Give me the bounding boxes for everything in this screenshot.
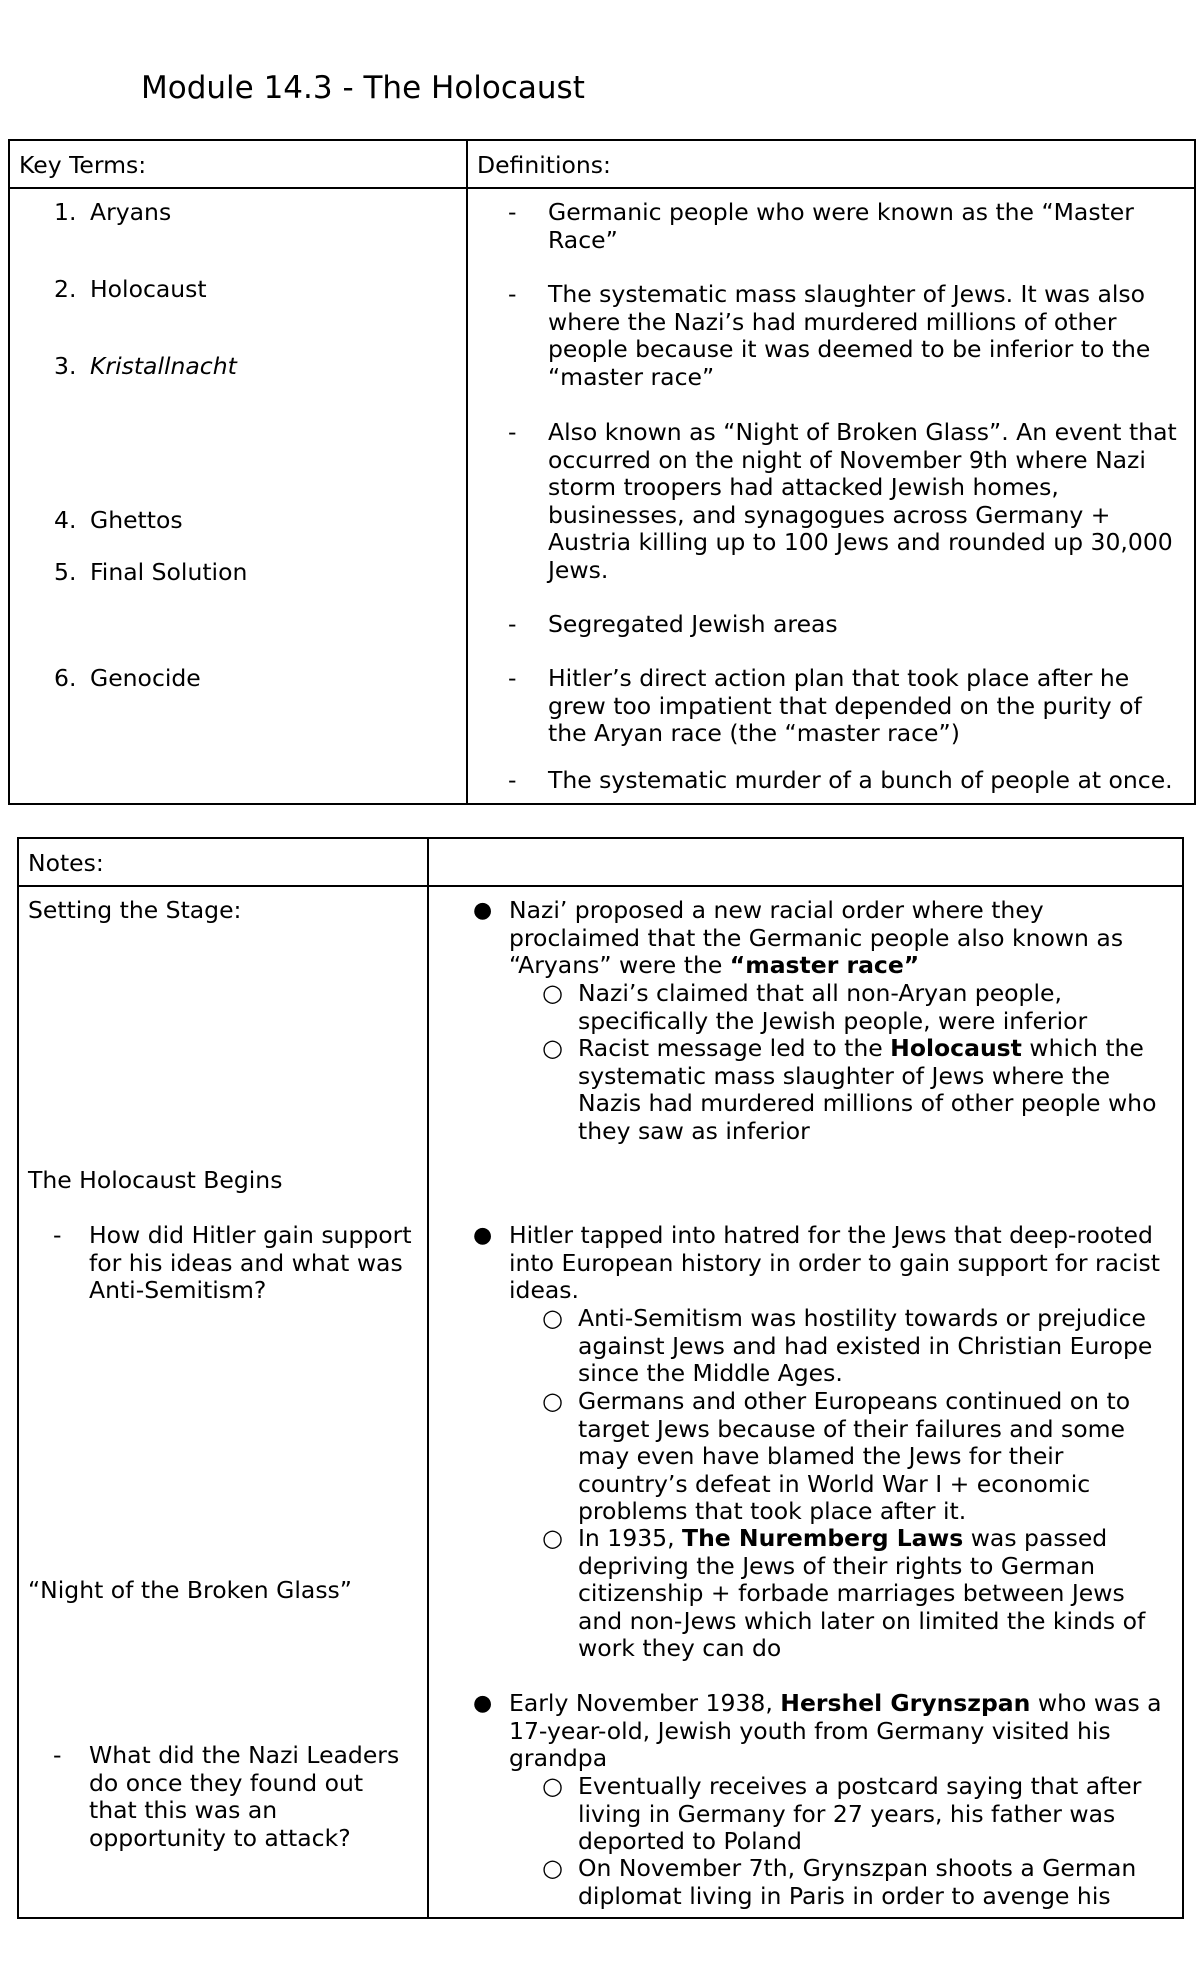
topic-night-of-broken-glass: “Night of the Broken Glass” [28,1576,352,1604]
term-item: 4. Ghettos [54,506,183,534]
page-title: Module 14.3 - The Holocaust [141,70,585,106]
term-text: Ghettos [90,506,183,534]
definition-item: - The systematic murder of a bunch of people at once. [508,766,1173,794]
definitions-header-cell [467,140,1195,188]
sub-bullet-point: ○ Nazi’s claimed that all non-Aryan people, specifically the Jewish people, were inferior [542,979,1088,1035]
definition-item: - Also known as “Night of Broken Glass”. An event that occurred on the night of November 9th where Nazi storm troopers had attacked Jewish homes, businesses, and synagogues across Germany + Austria killing up to 100 Jews and rounded up 30,000 Jews. [508,418,1177,584]
definitions-header: Definitions: [477,151,611,179]
term-item: 3. Kristallnacht [54,352,237,380]
sub-bullet-point: ○ Eventually receives a postcard saying that after living in Germany for 27 years, his father was deported to Poland [542,1772,1142,1855]
term-text: Aryans [90,198,172,226]
notes-header: Notes: [28,849,104,877]
term-text: Genocide [90,664,201,692]
bullet-point: ● Early November 1938, Hershel Grynszpan who was a 17-year-old, Jewish youth from Germany visited his grandpa [473,1689,1162,1772]
topic-holocaust-begins: The Holocaust Begins [28,1166,283,1194]
topic-setting-the-stage: Setting the Stage: [28,896,242,924]
bullet-point: ● Hitler tapped into hatred for the Jews that deep-rooted into European history in order to gain support for racist ideas. [473,1221,1160,1304]
key-terms-header-cell [9,140,467,188]
terms-list-cell [9,188,467,804]
notes-table [17,837,1184,1919]
term-text: Holocaust [90,275,207,303]
key-terms-header: Key Terms: [19,151,147,179]
term-item: 5. Final Solution [54,558,248,586]
definitions-cell [467,188,1195,804]
definition-item: - The systematic mass slaughter of Jews. It was also where the Nazi’s had murdered millions of other people because it was deemed to be inferior to the “master race” [508,280,1151,391]
sub-bullet-point: ○ On November 7th, Grynszpan shoots a German diplomat living in Paris in order to avenge his [542,1854,1137,1910]
key-terms-table [8,139,1196,805]
notes-header-cell [18,838,428,886]
term-item: 1. Aryans [54,198,172,226]
notes-topics-cell [18,886,428,1918]
sub-bullet-point: ○ Anti-Semitism was hostility towards or prejudice against Jews and had existed in Christian Europe since the Middle Ages. [542,1304,1153,1387]
definition-item: - Hitler’s direct action plan that took place after he grew too impatient that depended on the purity of the Aryan race (the “master race”) [508,664,1142,747]
term-item: 6. Genocide [54,664,201,692]
question-nazi-leaders: - What did the Nazi Leaders do once they found out that this was an opportunity to attack? [53,1741,400,1852]
sub-bullet-point: ○ Racist message led to the Holocaust which the systematic mass slaughter of Jews where the Nazis had murdered millions of other people who they saw as inferior [542,1034,1157,1145]
term-text: Final Solution [90,558,248,586]
notes-content-cell [428,886,1183,1918]
definition-item: - Germanic people who were known as the “Master Race” [508,198,1134,254]
sub-bullet-point: ○ In 1935, The Nuremberg Laws was passed depriving the Jews of their rights to German citizenship + forbade marriages between Jews and non-Jews which later on limited the kinds of work they can do [542,1524,1146,1662]
definition-item: - Segregated Jewish areas [508,610,838,638]
notes-header-right-cell [428,838,1183,886]
sub-bullet-point: ○ Germans and other Europeans continued on to target Jews because of their failures and some may even have blamed the Jews for their country’s defeat in World War I + economic problems that took place after it. [542,1387,1131,1525]
question-hitler-support: - How did Hitler gain support for his ideas and what was Anti-Semitism? [53,1221,412,1304]
bullet-point: ● Nazi’ proposed a new racial order where they proclaimed that the Germanic people also known as “Aryans” were the “master race” [473,896,1124,979]
term-item: 2. Holocaust [54,275,207,303]
term-text: Kristallnacht [90,352,237,380]
